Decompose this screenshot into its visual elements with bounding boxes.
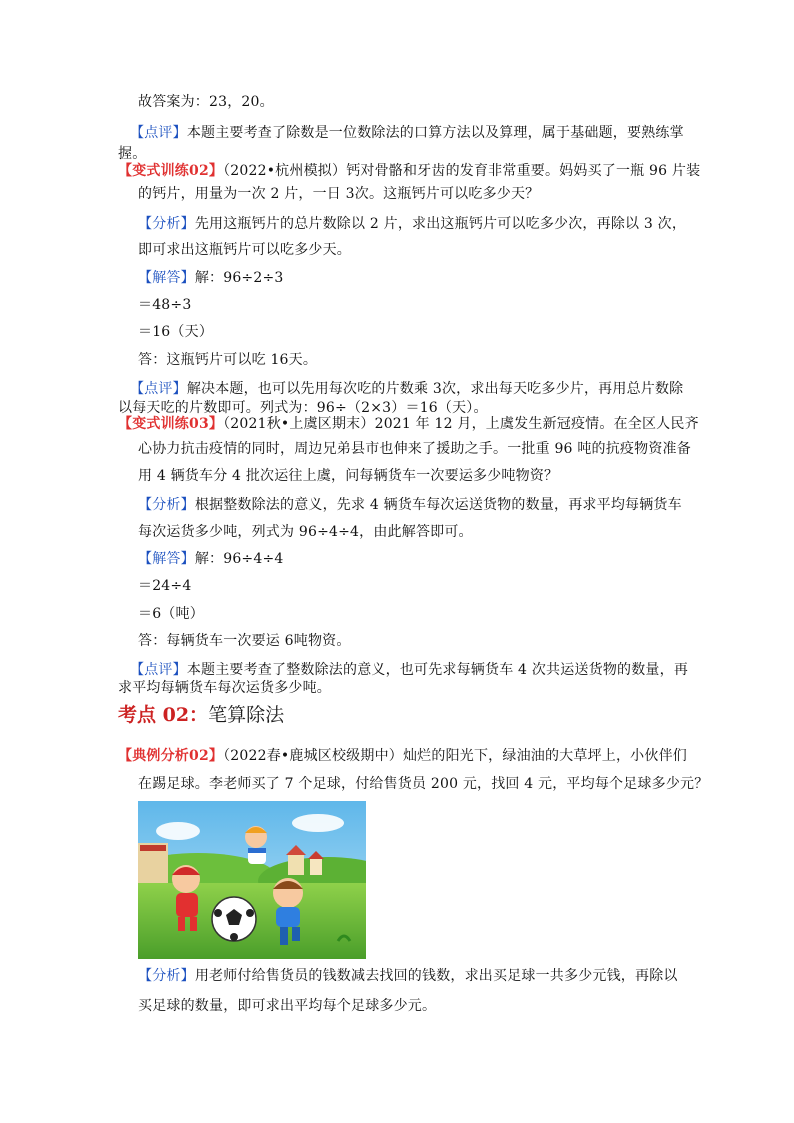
example-02-analysis-cont: 买足球的数量，即可求出平均每个足球多少元。 xyxy=(138,998,437,1014)
section-heading xyxy=(118,700,284,727)
practice-02-final-answer: 答：这瓶钙片可以吃 16天。 xyxy=(138,352,318,368)
practice-03-tag: 【变式训练03】 xyxy=(118,416,224,432)
practice-02-step: ＝48÷3 xyxy=(138,297,192,313)
section-number: 考点 02： xyxy=(118,704,209,726)
answer-line: 故答案为：23，20。 xyxy=(138,94,274,110)
practice-03-step: ＝6（吨） xyxy=(138,606,204,622)
practice-03-analysis: 【分析】根据整数除法的意义，先求 4 辆货车每次运送货物的数量，再求平均每辆货车 xyxy=(138,497,682,513)
practice-03-question-cont: 用 4 辆货车分 4 批次运往上虞，问每辆货车一次要运多少吨物资？ xyxy=(138,468,559,484)
practice-02-step: ＝16（天） xyxy=(138,324,214,340)
review-tag: 【点评】 xyxy=(130,662,187,678)
review-tag: 【点评】 xyxy=(130,381,187,397)
practice-02-question-cont: 的钙片，用量为一次 2 片，一日 3次。这瓶钙片可以吃多少天？ xyxy=(138,186,540,202)
practice-03-question-cont: 心协力抗击疫情的同时，周边兄弟县市也伸来了援助之手。一批重 96 吨的抗疫物资准备 xyxy=(138,441,691,457)
analysis-tag: 【分析】 xyxy=(138,968,195,984)
practice-02-analysis-cont: 即可求出这瓶钙片可以吃多少天。 xyxy=(138,242,351,258)
practice-03-solution: 【解答】解：96÷4÷4 xyxy=(138,551,284,567)
section-title: 笔算除法 xyxy=(208,704,285,726)
review-paragraph: 【点评】本题主要考查了除数是一位数除法的口算方法以及算理，属于基础题，要熟练掌 xyxy=(130,125,684,141)
practice-02-question: 【变式训练02】（2022•杭州模拟）钙对骨骼和牙齿的发育非常重要。妈妈买了一瓶 96 片装 xyxy=(118,163,701,179)
practice-03-analysis-cont: 每次运货多少吨，列式为 96÷4÷4，由此解答即可。 xyxy=(138,524,473,540)
soccer-ball xyxy=(212,897,256,941)
practice-02-solution: 【解答】解：96÷2÷3 xyxy=(138,270,284,286)
review-tag: 【点评】 xyxy=(130,125,187,141)
practice-03-final-answer: 答：每辆货车一次要运 6吨物资。 xyxy=(138,633,351,649)
analysis-tag: 【分析】 xyxy=(138,497,195,513)
solution-tag: 【解答】 xyxy=(138,551,195,567)
practice-02-review: 【点评】解决本题，也可以先用每次吃的片数乘 3次，求出每天吃多少片，再用总片数除 xyxy=(130,381,684,397)
practice-03-review-cont: 求平均每辆货车每次运货多少吨。 xyxy=(118,680,331,696)
practice-02-analysis: 【分析】先用这瓶钙片的总片数除以 2 片，求出这瓶钙片可以吃多少次，再除以 3 次， xyxy=(138,216,687,232)
practice-03-step: ＝24÷4 xyxy=(138,578,192,594)
example-02-tag: 【典例分析02】 xyxy=(118,748,224,764)
practice-03-review: 【点评】本题主要考查了整数除法的意义，也可先求每辆货车 4 次共运送货物的数量，再 xyxy=(130,662,689,678)
soccer-kids-illustration xyxy=(138,801,366,959)
soccer-scene-svg xyxy=(138,801,366,959)
practice-03-question: 【变式训练03】（2021秋•上虞区期末）2021 年 12 月，上虞发生新冠疫情。在全区人民齐 xyxy=(118,416,699,432)
practice-02-tag: 【变式训练02】 xyxy=(118,163,224,179)
example-02-question: 【典例分析02】（2022春•鹿城区校级期中）灿烂的阳光下，绿油油的大草坪上，小伙伴们 xyxy=(118,748,687,764)
example-02-question-cont: 在踢足球。李老师买了 7 个足球，付给售货员 200 元，找回 4 元，平均每个足球多少元？ xyxy=(138,776,709,792)
example-02-analysis: 【分析】用老师付给售货员的钱数减去找回的钱数，求出买足球一共多少元钱，再除以 xyxy=(138,968,678,984)
review-paragraph-cont: 握。 xyxy=(118,146,147,162)
practice-02-review-cont: 以每天吃的片数即可。列式为：96÷（2×3）＝16（天）。 xyxy=(118,400,488,416)
solution-tag: 【解答】 xyxy=(138,270,195,286)
analysis-tag: 【分析】 xyxy=(138,216,195,232)
